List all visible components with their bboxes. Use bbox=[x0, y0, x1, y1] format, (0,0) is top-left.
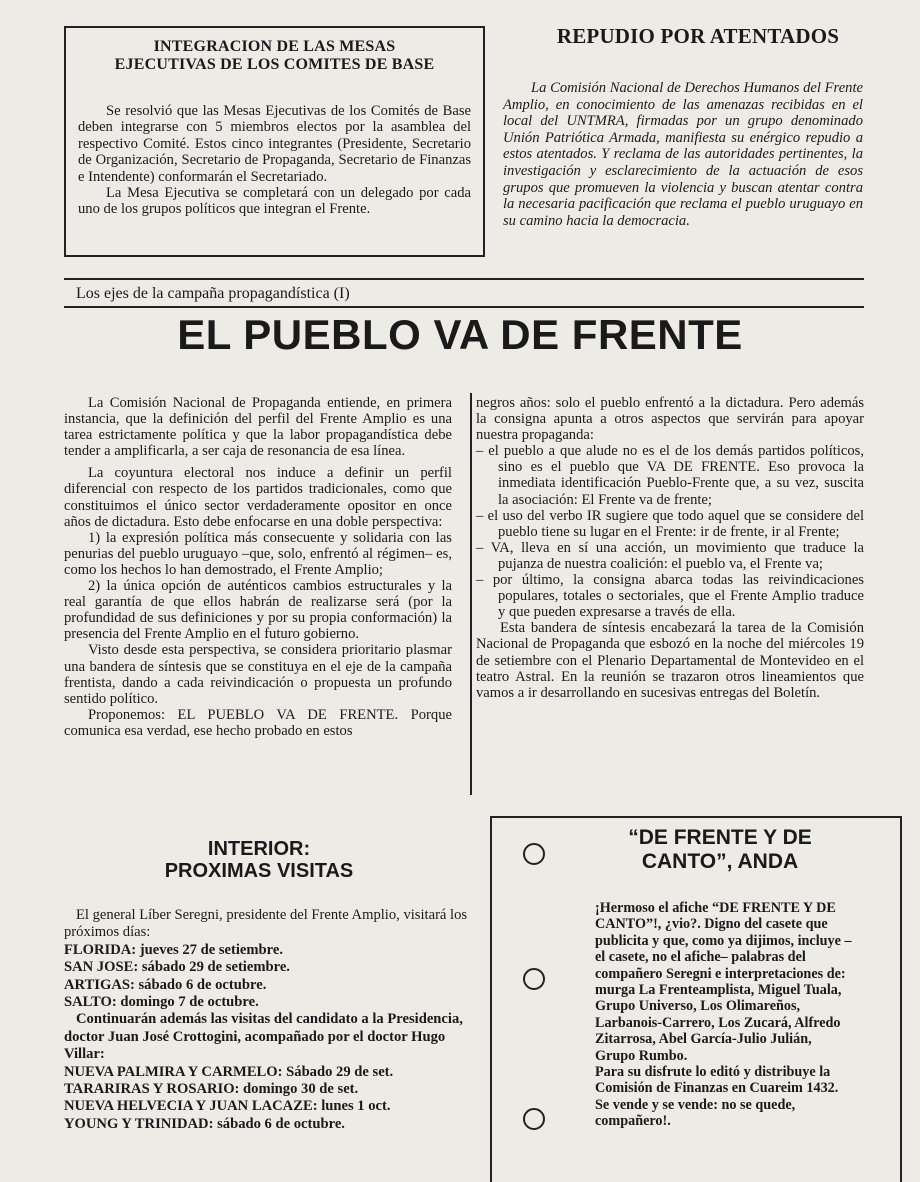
visit-item: SAN JOSE: sábado 29 de setiembre. bbox=[64, 959, 290, 976]
punch-hole-icon bbox=[523, 968, 545, 990]
de-frente-paragraph: ¡Hermoso el afiche “DE FRENTE Y DE CANTO”!, ¿vio?. Digno del casete que publicita y que, como ya dijimos, incluye –el casete, no el afiche– palabras del compañero Seregni e interpretaciones de: murga La Frenteamplista, Miguel Tuala, Grupo Universo, Los Olimareños, Larbanois-Carrero, Los Zucará, Alfredo Zitarrosa, Abel García-Julio Julián, Grupo Rumbo. bbox=[595, 900, 852, 1064]
visit-item: NUEVA PALMIRA Y CARMELO: Sábado 29 de set. bbox=[64, 1063, 394, 1080]
integracion-body bbox=[78, 103, 471, 218]
integracion-paragraph: La Mesa Ejecutiva se completará con un delegado por cada uno de los grupos políticos que integran el Frente. bbox=[78, 185, 471, 218]
campaign-paragraph: 1) la expresión política más consecuente y solidaria con las penurias del pueblo uruguayo –que, solo, enfrentó al régimen– es, como los hechos lo han demostrado, el Frente Amplio; bbox=[64, 529, 452, 578]
campaign-right-column bbox=[476, 395, 864, 701]
visit-item: FLORIDA: jueves 27 de setiembre. bbox=[64, 941, 284, 958]
integracion-box bbox=[64, 26, 485, 257]
visit-item: ARTIGAS: sábado 6 de octubre. bbox=[64, 976, 267, 993]
campaign-paragraph: Visto desde esta perspectiva, se considera prioritario plasmar una bandera de síntesis que se constituya en el eje de la campaña frentista, dando a cada reivindicación o propuesta un profundo sentido político. bbox=[64, 642, 452, 707]
interior-title bbox=[64, 838, 454, 882]
punch-hole-icon bbox=[523, 843, 545, 865]
divider-kicker bbox=[64, 306, 864, 308]
visit-item: YOUNG Y TRINIDAD: sábado 6 de octubre. bbox=[64, 1115, 345, 1132]
de-frente-title bbox=[600, 826, 840, 874]
campaign-list-item: – el uso del verbo IR sugiere que todo aquel que se considere del pueblo tiene su lugar en el Frente: ir de frente, ir al Frente; bbox=[476, 507, 864, 540]
campaign-paragraph: Esta bandera de síntesis encabezará la tarea de la Comisión Nacional de Propaganda que esbozó en la noche del miércoles 19 de setiembre con el Plenario Departamental de Montevideo en el teatro Astral. En la reunión se trazaron otros lineamientos que vamos a ir desarrollando en sucesivas entregas del Boletín. bbox=[476, 620, 864, 701]
campaign-kicker: Los ejes de la campaña propagandística (I) bbox=[76, 285, 350, 302]
visit-item: TARARIRAS Y ROSARIO: domingo 30 de set. bbox=[64, 1081, 359, 1098]
campaign-paragraph: negros años: solo el pueblo enfrentó a la dictadura. Pero además la consigna apunta a otros aspectos que servirán para apoyar nuestra propaganda: bbox=[476, 395, 864, 444]
de-frente-body bbox=[595, 900, 853, 1130]
interior-title-line2: PROXIMAS VISITAS bbox=[164, 860, 354, 882]
punch-hole-icon bbox=[523, 1108, 545, 1130]
interior-body bbox=[64, 907, 469, 1133]
column-divider bbox=[470, 393, 472, 795]
integracion-title bbox=[66, 38, 483, 74]
campaign-paragraph: Proponemos: EL PUEBLO VA DE FRENTE. Porque comunica esa verdad, ese hecho probado en estos bbox=[64, 706, 452, 739]
integracion-title-line1: INTEGRACION DE LAS MESAS bbox=[153, 38, 396, 55]
repudio-title: REPUDIO POR ATENTADOS bbox=[556, 24, 840, 48]
campaign-list-item: – VA, lleva en sí una acción, un movimiento que traduce la pujanza de nuestra coalición: el pueblo va, el Frente va; bbox=[476, 539, 864, 572]
campaign-paragraph: La coyuntura electoral nos induce a definir un perfil diferencial con respecto de los partidos tradicionales, como que constituimos el único sector verdaderamente opositor en once años de dictadura. Esto debe enfocarse en una doble perspectiva: bbox=[64, 465, 452, 530]
campaign-list-item: – el pueblo a que alude no es el de los demás partidos políticos, sino es el pueblo que VA DE FRENTE. Eso provoca la inmediata identificación Pueblo-Frente que, a su vez, suscita la asociación: El Frente va de frente; bbox=[476, 443, 864, 508]
campaign-headline: EL PUEBLO VA DE FRENTE bbox=[177, 311, 743, 358]
visit-item: NUEVA HELVECIA Y JUAN LACAZE: lunes 1 oct. bbox=[64, 1098, 391, 1115]
interior-intro: El general Líber Seregni, presidente del Frente Amplio, visitará los próximos días: bbox=[64, 907, 468, 941]
campaign-paragraph: La Comisión Nacional de Propaganda entiende, en primera instancia, que la definición del perfil del Frente Amplio es una tarea estrictamente política y que la labor propagandística debe tender a amplificarla, a ser caja de resonancia de esa línea. bbox=[64, 395, 452, 460]
campaign-paragraph: 2) la única opción de auténticos cambios estructurales y la real garantía de que ellos habrán de realizarse será (por la profundidad de sus definiciones y por su propia conformación) la presencia del Frente Amplio en el futuro gobierno. bbox=[64, 578, 452, 643]
visit-item: SALTO: domingo 7 de octubre. bbox=[64, 994, 259, 1011]
interior-continue: Continuarán además las visitas del candidato a la Presidencia, doctor Juan José Crottogini, acompañado por el doctor Hugo Villar: bbox=[64, 1011, 463, 1063]
de-frente-title-line1: “DE FRENTE Y DE bbox=[628, 826, 812, 849]
de-frente-paragraph: Para su disfrute lo editó y distribuye la Comisión de Finanzas en Cuareim 1432. Se vende y se vende: no se quede, compañero!. bbox=[595, 1064, 839, 1130]
campaign-list-item: – por último, la consigna abarca todas las reivindicaciones populares, totales o sectoriales, que el Frente Amplio traduce y que pueden expresarse a través de ella. bbox=[476, 572, 864, 621]
integracion-paragraph: Se resolvió que las Mesas Ejecutivas de los Comités de Base deben integrarse con 5 miembros electos por la asamblea del respectivo Comité. Estos cinco integrantes (Presidente, Secretario de Organización, Secretario de Propaganda, Secretario de Finanzas e Intendente) conformarán el Secretariado. bbox=[78, 103, 471, 185]
campaign-left-column bbox=[64, 395, 452, 739]
repudio-text: La Comisión Nacional de Derechos Humanos del Frente Amplio, en conocimiento de las amenazas recibidas en el local del UNTMRA, firmadas por un grupo denominado Unión Patriótica Armada, manifiesta su enérgico repudio a estos atentados. Y reclama de las autoridades pertinentes, la investigación y esclarecimiento de la actuación de esos grupos que promueven la violencia y buscan atentar contra la necesaria pacificación que reclama el pueblo uruguayo en su camino hacia la democracia. bbox=[503, 80, 863, 229]
divider-top bbox=[64, 278, 864, 280]
de-frente-title-line2: CANTO”, ANDA bbox=[641, 850, 799, 873]
interior-title-line1: INTERIOR: bbox=[207, 838, 311, 860]
integracion-title-line2: EJECUTIVAS DE LOS COMITES DE BASE bbox=[114, 56, 435, 73]
